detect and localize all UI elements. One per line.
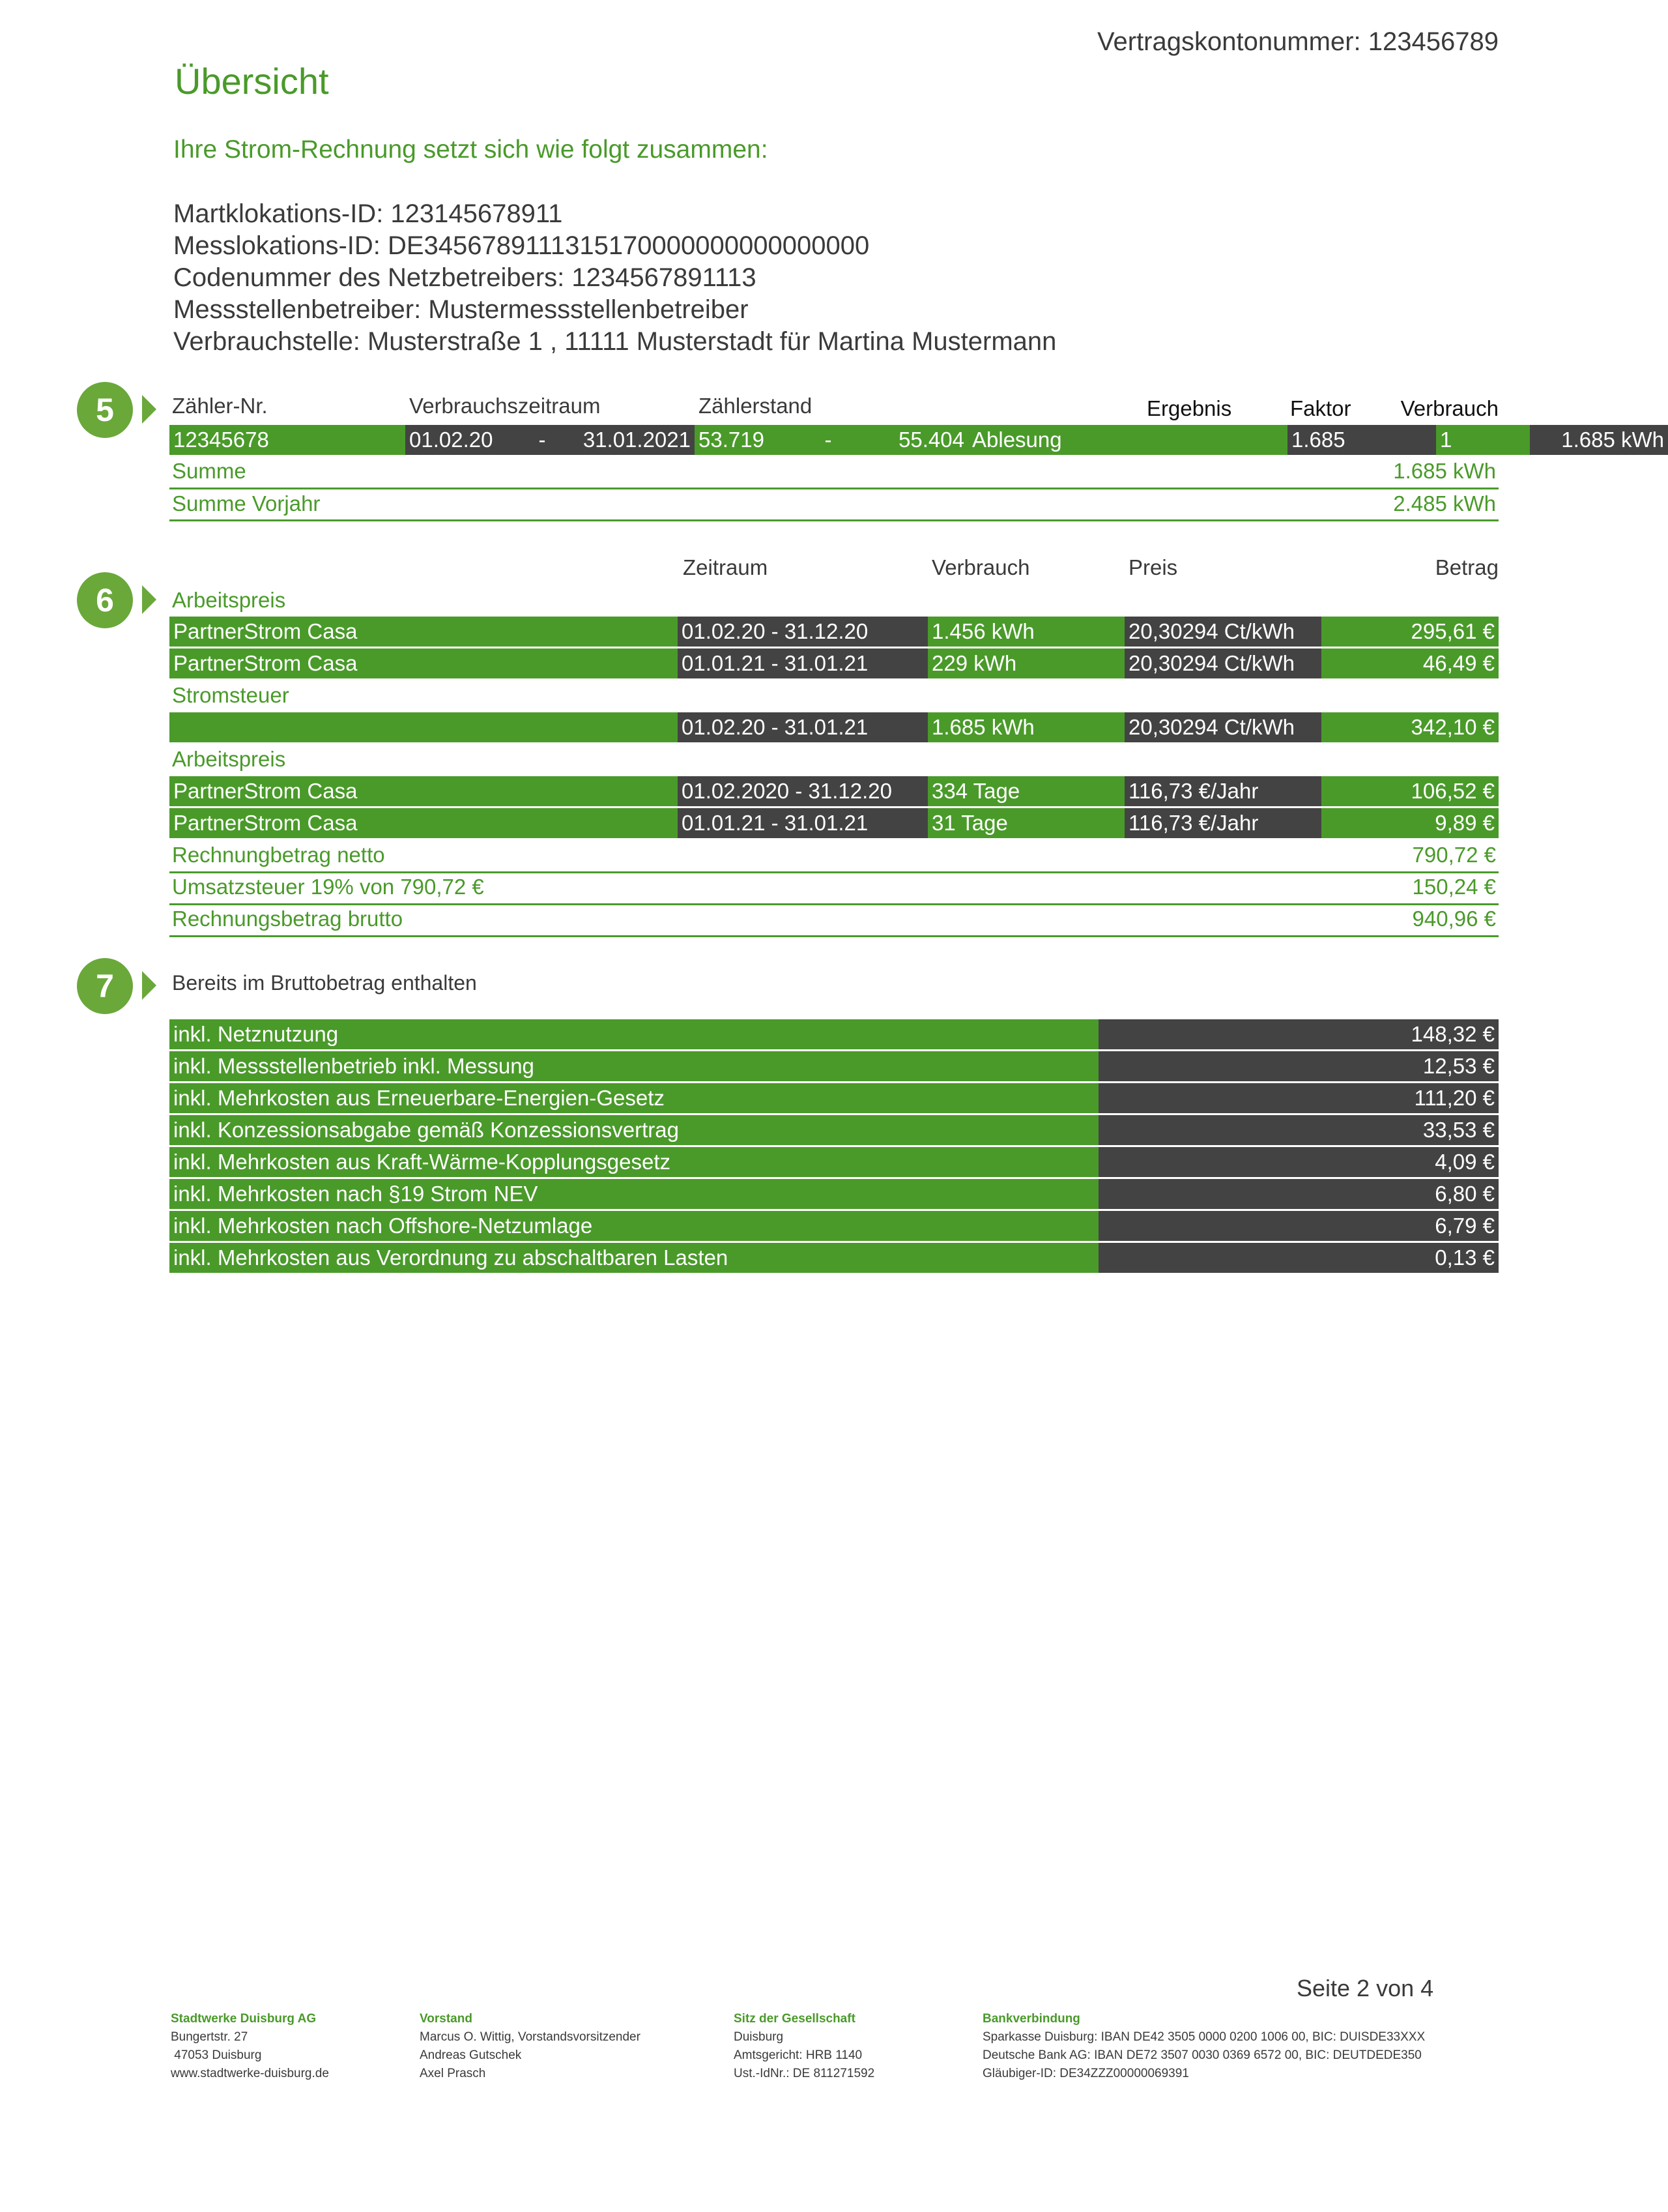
cost-header-consumption: Verbrauch bbox=[932, 555, 1030, 579]
included-label: inkl. Konzessionsabgabe gemäß Konzessionsvertrag bbox=[169, 1115, 1099, 1145]
metering-operator: Messstellenbetreiber: Mustermessstellenbetreiber bbox=[173, 295, 749, 324]
cost-name: PartnerStrom Casa bbox=[169, 648, 678, 678]
meter-period-end: 31.01.2021 bbox=[562, 425, 695, 455]
energy-price-label-2: Arbeitspreis bbox=[172, 747, 286, 771]
cost-amount: 106,52 € bbox=[1321, 776, 1499, 806]
meter-header-period: Verbrauchszeitraum bbox=[409, 394, 601, 418]
footer-board bbox=[420, 2010, 640, 2083]
section-badge-7: 7 bbox=[77, 958, 133, 1014]
cost-price: 116,73 €/Jahr bbox=[1125, 776, 1321, 806]
included-label: inkl. Netznutzung bbox=[169, 1019, 1099, 1049]
footer-company-website: www.stadtwerke-duisburg.de bbox=[171, 2067, 329, 2080]
cost-row bbox=[169, 648, 1499, 678]
included-value: 12,53 € bbox=[1099, 1051, 1499, 1081]
included-label: inkl. Mehrkosten aus Erneuerbare-Energien-Gesetz bbox=[169, 1083, 1099, 1113]
cost-period: 01.02.20 - 31.01.21 bbox=[678, 712, 928, 742]
footer-bank-line: Sparkasse Duisburg: IBAN DE42 3505 0000 0200 1006 00, BIC: DUISDE33XXX bbox=[983, 2030, 1426, 2044]
meter-sum-value: 1.685 kWh bbox=[1393, 459, 1496, 483]
cost-header-amount: Betrag bbox=[1435, 555, 1499, 579]
included-row bbox=[169, 1083, 1499, 1113]
meter-prev-year-value: 2.485 kWh bbox=[1393, 491, 1496, 516]
meter-header-result: Ergebnis bbox=[1147, 396, 1232, 420]
included-value: 111,20 € bbox=[1099, 1083, 1499, 1113]
meter-header-factor: Faktor bbox=[1290, 396, 1351, 420]
footer-creditor-id: Gläubiger-ID: DE34ZZZ00000069391 bbox=[983, 2067, 1189, 2080]
cost-price: 20,30294 Ct/kWh bbox=[1125, 617, 1321, 647]
footer-seat-vat: Ust.-IdNr.: DE 811271592 bbox=[734, 2067, 875, 2080]
net-amount-value: 790,72 € bbox=[1412, 843, 1496, 867]
included-row bbox=[169, 1147, 1499, 1177]
included-row bbox=[169, 1179, 1499, 1209]
included-row bbox=[169, 1019, 1499, 1049]
electricity-tax-label: Stromsteuer bbox=[172, 683, 289, 707]
gross-amount-label: Rechnungsbetrag brutto bbox=[172, 907, 403, 931]
included-value: 6,79 € bbox=[1099, 1211, 1499, 1241]
energy-price-label: Arbeitspreis bbox=[172, 588, 286, 612]
cost-amount: 295,61 € bbox=[1321, 617, 1499, 647]
network-operator-code: Codenummer des Netzbetreibers: 1234567891113 bbox=[173, 263, 756, 292]
footer-company-heading: Stadtwerke Duisburg AG bbox=[171, 2012, 317, 2026]
market-location-id: Martklokations-ID: 123145678911 bbox=[173, 199, 563, 228]
included-label: inkl. Mehrkosten aus Verordnung zu abschaltbaren Lasten bbox=[169, 1243, 1099, 1273]
meter-consumption: 1.685 kWh bbox=[1530, 425, 1668, 455]
included-title: Bereits im Bruttobetrag enthalten bbox=[172, 971, 477, 995]
gross-amount-value: 940,96 € bbox=[1412, 907, 1496, 931]
section-arrow-icon bbox=[142, 971, 156, 1000]
included-value: 33,53 € bbox=[1099, 1115, 1499, 1145]
cost-amount: 9,89 € bbox=[1321, 808, 1499, 838]
included-value: 4,09 € bbox=[1099, 1147, 1499, 1177]
location-info bbox=[173, 198, 1056, 358]
vat-label: Umsatzsteuer 19% von 790,72 € bbox=[172, 875, 484, 899]
included-label: inkl. Mehrkosten aus Kraft-Wärme-Kopplungsgesetz bbox=[169, 1147, 1099, 1177]
meter-header-reading: Zählerstand bbox=[698, 394, 812, 418]
included-label: inkl. Mehrkosten nach §19 Strom NEV bbox=[169, 1179, 1099, 1209]
included-value: 148,32 € bbox=[1099, 1019, 1499, 1049]
meter-period-dash: - bbox=[523, 425, 562, 455]
included-row bbox=[169, 1051, 1499, 1081]
section-badge-6: 6 bbox=[77, 572, 133, 628]
included-label: inkl. Messstellenbetrieb inkl. Messung bbox=[169, 1051, 1099, 1081]
cost-consumption: 1.456 kWh bbox=[928, 617, 1125, 647]
cost-name: PartnerStrom Casa bbox=[169, 776, 678, 806]
footer-board-member: Axel Prasch bbox=[420, 2067, 486, 2080]
meter-row bbox=[169, 425, 1664, 455]
footer-bank-line: Deutsche Bank AG: IBAN DE72 3507 0030 0369 6572 00, BIC: DEUTDEDE350 bbox=[983, 2048, 1422, 2062]
meter-header-consumption: Verbrauch bbox=[1400, 396, 1499, 420]
footer-company-city: 47053 Duisburg bbox=[171, 2048, 262, 2062]
cost-row bbox=[169, 712, 1499, 742]
included-label: inkl. Mehrkosten nach Offshore-Netzumlage bbox=[169, 1211, 1099, 1241]
meter-reading-type: Ablesung bbox=[968, 425, 1287, 455]
metering-location-id: Messlokations-ID: DE3456789111315170000000000000000 bbox=[173, 231, 870, 260]
footer-board-member: Andreas Gutschek bbox=[420, 2048, 522, 2062]
page-title: Übersicht bbox=[175, 61, 329, 102]
consumption-point: Verbrauchstelle: Musterstraße 1 , 11111 Musterstadt für Martina Mustermann bbox=[173, 327, 1057, 356]
cost-price: 20,30294 Ct/kWh bbox=[1125, 712, 1321, 742]
cost-row bbox=[169, 617, 1499, 647]
included-value: 0,13 € bbox=[1099, 1243, 1499, 1273]
section-arrow-icon bbox=[142, 585, 156, 614]
cost-period: 01.02.2020 - 31.12.20 bbox=[678, 776, 928, 806]
meter-factor: 1 bbox=[1436, 425, 1530, 455]
cost-price: 20,30294 Ct/kWh bbox=[1125, 648, 1321, 678]
meter-reading-new: 55.404 bbox=[864, 425, 968, 455]
vat-value: 150,24 € bbox=[1412, 875, 1496, 899]
section-arrow-icon bbox=[142, 395, 156, 424]
cost-period: 01.01.21 - 31.01.21 bbox=[678, 808, 928, 838]
page-number: Seite 2 von 4 bbox=[1297, 1975, 1434, 2001]
net-amount-label: Rechnungbetrag netto bbox=[172, 843, 385, 867]
cost-period: 01.01.21 - 31.01.21 bbox=[678, 648, 928, 678]
footer-board-heading: Vorstand bbox=[420, 2012, 472, 2026]
footer-company bbox=[171, 2010, 329, 2083]
section-badge-5: 5 bbox=[77, 382, 133, 438]
cost-consumption: 334 Tage bbox=[928, 776, 1125, 806]
included-row bbox=[169, 1211, 1499, 1241]
cost-consumption: 229 kWh bbox=[928, 648, 1125, 678]
cost-row bbox=[169, 776, 1499, 806]
meter-prev-year-label: Summe Vorjahr bbox=[172, 491, 321, 516]
footer-seat-heading: Sitz der Gesellschaft bbox=[734, 2012, 856, 2026]
cost-amount: 342,10 € bbox=[1321, 712, 1499, 742]
account-number: Vertragskontonummer: 123456789 bbox=[1097, 27, 1499, 56]
included-row bbox=[169, 1243, 1499, 1273]
cost-consumption: 1.685 kWh bbox=[928, 712, 1125, 742]
footer-seat-city: Duisburg bbox=[734, 2030, 784, 2044]
meter-sum-label: Summe bbox=[172, 459, 246, 483]
footer-company-street: Bungertstr. 27 bbox=[171, 2030, 248, 2044]
cost-consumption: 31 Tage bbox=[928, 808, 1125, 838]
divider bbox=[169, 935, 1499, 937]
cost-period: 01.02.20 - 31.12.20 bbox=[678, 617, 928, 647]
included-row bbox=[169, 1115, 1499, 1145]
footer-bank bbox=[983, 2010, 1425, 2083]
meter-result: 1.685 bbox=[1287, 425, 1436, 455]
meter-reading-old: 53.719 bbox=[695, 425, 792, 455]
cost-amount: 46,49 € bbox=[1321, 648, 1499, 678]
footer-seat bbox=[734, 2010, 874, 2083]
footer-board-member: Marcus O. Wittig, Vorstandsvorsitzender bbox=[420, 2030, 640, 2044]
cost-header-price: Preis bbox=[1129, 555, 1178, 579]
cost-name bbox=[169, 712, 678, 742]
footer-seat-court: Amtsgericht: HRB 1140 bbox=[734, 2048, 863, 2062]
included-value: 6,80 € bbox=[1099, 1179, 1499, 1209]
cost-name: PartnerStrom Casa bbox=[169, 617, 678, 647]
meter-header-number: Zähler-Nr. bbox=[172, 394, 268, 418]
divider bbox=[169, 519, 1499, 521]
meter-period-start: 01.02.20 bbox=[405, 425, 523, 455]
page-subtitle: Ihre Strom-Rechnung setzt sich wie folgt zusammen: bbox=[173, 136, 768, 164]
meter-number: 12345678 bbox=[169, 425, 405, 455]
cost-price: 116,73 €/Jahr bbox=[1125, 808, 1321, 838]
cost-row bbox=[169, 808, 1499, 838]
meter-reading-dash: - bbox=[792, 425, 864, 455]
cost-header-period: Zeitraum bbox=[683, 555, 768, 579]
cost-name: PartnerStrom Casa bbox=[169, 808, 678, 838]
divider bbox=[169, 488, 1499, 489]
footer-bank-heading: Bankverbindung bbox=[983, 2012, 1080, 2026]
